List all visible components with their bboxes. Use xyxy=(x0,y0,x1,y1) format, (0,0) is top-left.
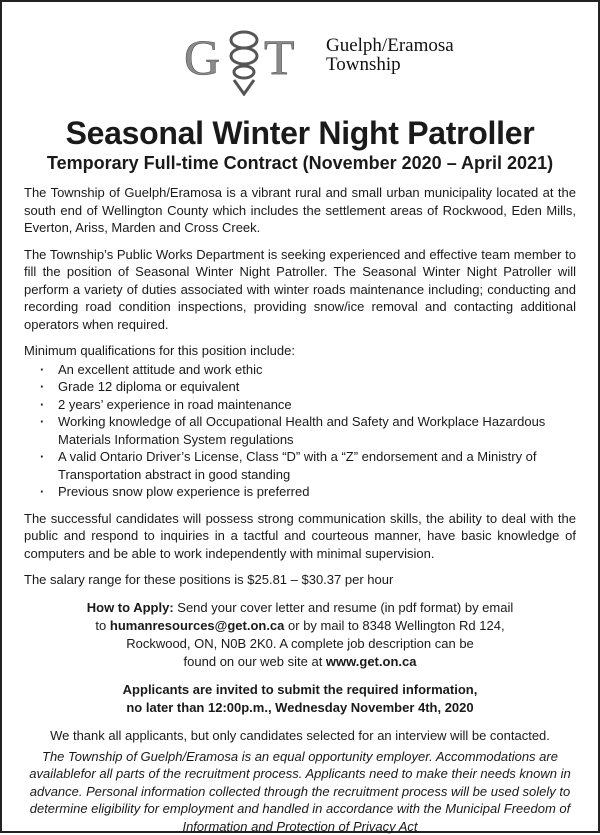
website-link[interactable]: www.get.on.ca xyxy=(326,654,417,669)
qualifications-list xyxy=(24,361,576,501)
apply-text: to xyxy=(95,618,109,633)
deadline-line-1: Applicants are invited to submit the required information, xyxy=(24,681,576,699)
logo-line-2: Township xyxy=(326,55,454,74)
get-monogram-logo xyxy=(182,24,322,96)
deadline-notice xyxy=(24,681,576,717)
bullet-icon: · xyxy=(40,483,44,501)
list-item xyxy=(38,361,576,379)
qualifications-heading: Minimum qualifications for this position include: xyxy=(24,342,576,360)
logo-line-1: Guelph/Eramosa xyxy=(326,36,454,55)
skills-paragraph: The successful candidates will possess strong communication skills, the ability to deal with the public and respond to inquiries in a tactful and courteous manner, have basic knowledge of computers and be able to work independently with minimal supervision. xyxy=(24,510,576,563)
apply-text: or by mail to 8348 Wellington Rd 124, xyxy=(284,618,504,633)
list-item-text: 2 years’ experience in road maintenance xyxy=(58,397,292,412)
apply-label: How to Apply: xyxy=(87,600,174,615)
list-item xyxy=(38,396,576,414)
apply-text: Rockwood, ON, N0B 2K0. A complete job description can be xyxy=(24,635,576,653)
list-item xyxy=(38,483,576,501)
intro-paragraph: The Township of Guelph/Eramosa is a vibrant rural and small urban municipality located at the south end of Wellington County which includes the settlement areas of Rockwood, Eden Mills, Everton, Ariss, Marden and Cross Creek. xyxy=(24,184,576,237)
description-paragraph: The Township’s Public Works Department is seeking experienced and effective team member to fill the position of Seasonal Winter Night Patroller. The Seasonal Winter Night Patroller will perform a variety of duties associated with winter roads maintenance including; conducting and recording road condition inspections, providing snow/ice removal and contacting additional operators when required. xyxy=(24,246,576,334)
thanks-text: We thank all applicants, but only candidates selected for an interview will be contacted. xyxy=(24,727,576,744)
list-item-text: Working knowledge of all Occupational Health and Safety and Workplace Hazardous Materials Information System regulations xyxy=(58,414,545,447)
deadline-line-2: no later than 12:00p.m., Wednesday November 4th, 2020 xyxy=(24,699,576,717)
bullet-icon: · xyxy=(40,396,44,414)
list-item xyxy=(38,413,576,448)
email-link[interactable]: humanresources@get.on.ca xyxy=(110,618,285,633)
bullet-icon: · xyxy=(40,361,44,379)
bullet-icon: · xyxy=(40,378,44,396)
apply-text: found on our web site at xyxy=(184,654,326,669)
list-item-text: An excellent attitude and work ethic xyxy=(58,362,263,377)
bullet-icon: · xyxy=(40,448,44,466)
svg-text:G: G xyxy=(184,29,220,85)
svg-text:T: T xyxy=(264,29,295,85)
salary-text: The salary range for these positions is $25.81 – $30.37 per hour xyxy=(24,571,576,589)
township-logo xyxy=(24,2,576,104)
list-item-text: Grade 12 diploma or equivalent xyxy=(58,379,239,394)
page-title: Seasonal Winter Night Patroller xyxy=(24,116,576,150)
apply-text: Send your cover letter and resume (in pdf format) by email xyxy=(174,600,514,615)
how-to-apply xyxy=(24,599,576,671)
list-item xyxy=(38,378,576,396)
equal-opportunity-statement: The Township of Guelph/Eramosa is an equal opportunity employer. Accommodations are availablefor all parts of the recruitment process. Applicants need to make their needs known in advance. Personal information collected through the recruitment process will be used solely to determine eligibility for employment and handled in accordance with the Municipal Freedom of Information and Protection of Privacy Act xyxy=(24,748,576,835)
bullet-icon: · xyxy=(40,413,44,431)
page-subtitle: Temporary Full-time Contract (November 2020 – April 2021) xyxy=(24,152,576,174)
list-item xyxy=(38,448,576,483)
list-item-text: Previous snow plow experience is preferred xyxy=(58,484,309,499)
logo-wordmark xyxy=(326,36,454,74)
list-item-text: A valid Ontario Driver’s License, Class “D” with a “Z” endorsement and a Ministry of Transportation abstract in good standing xyxy=(58,449,537,482)
